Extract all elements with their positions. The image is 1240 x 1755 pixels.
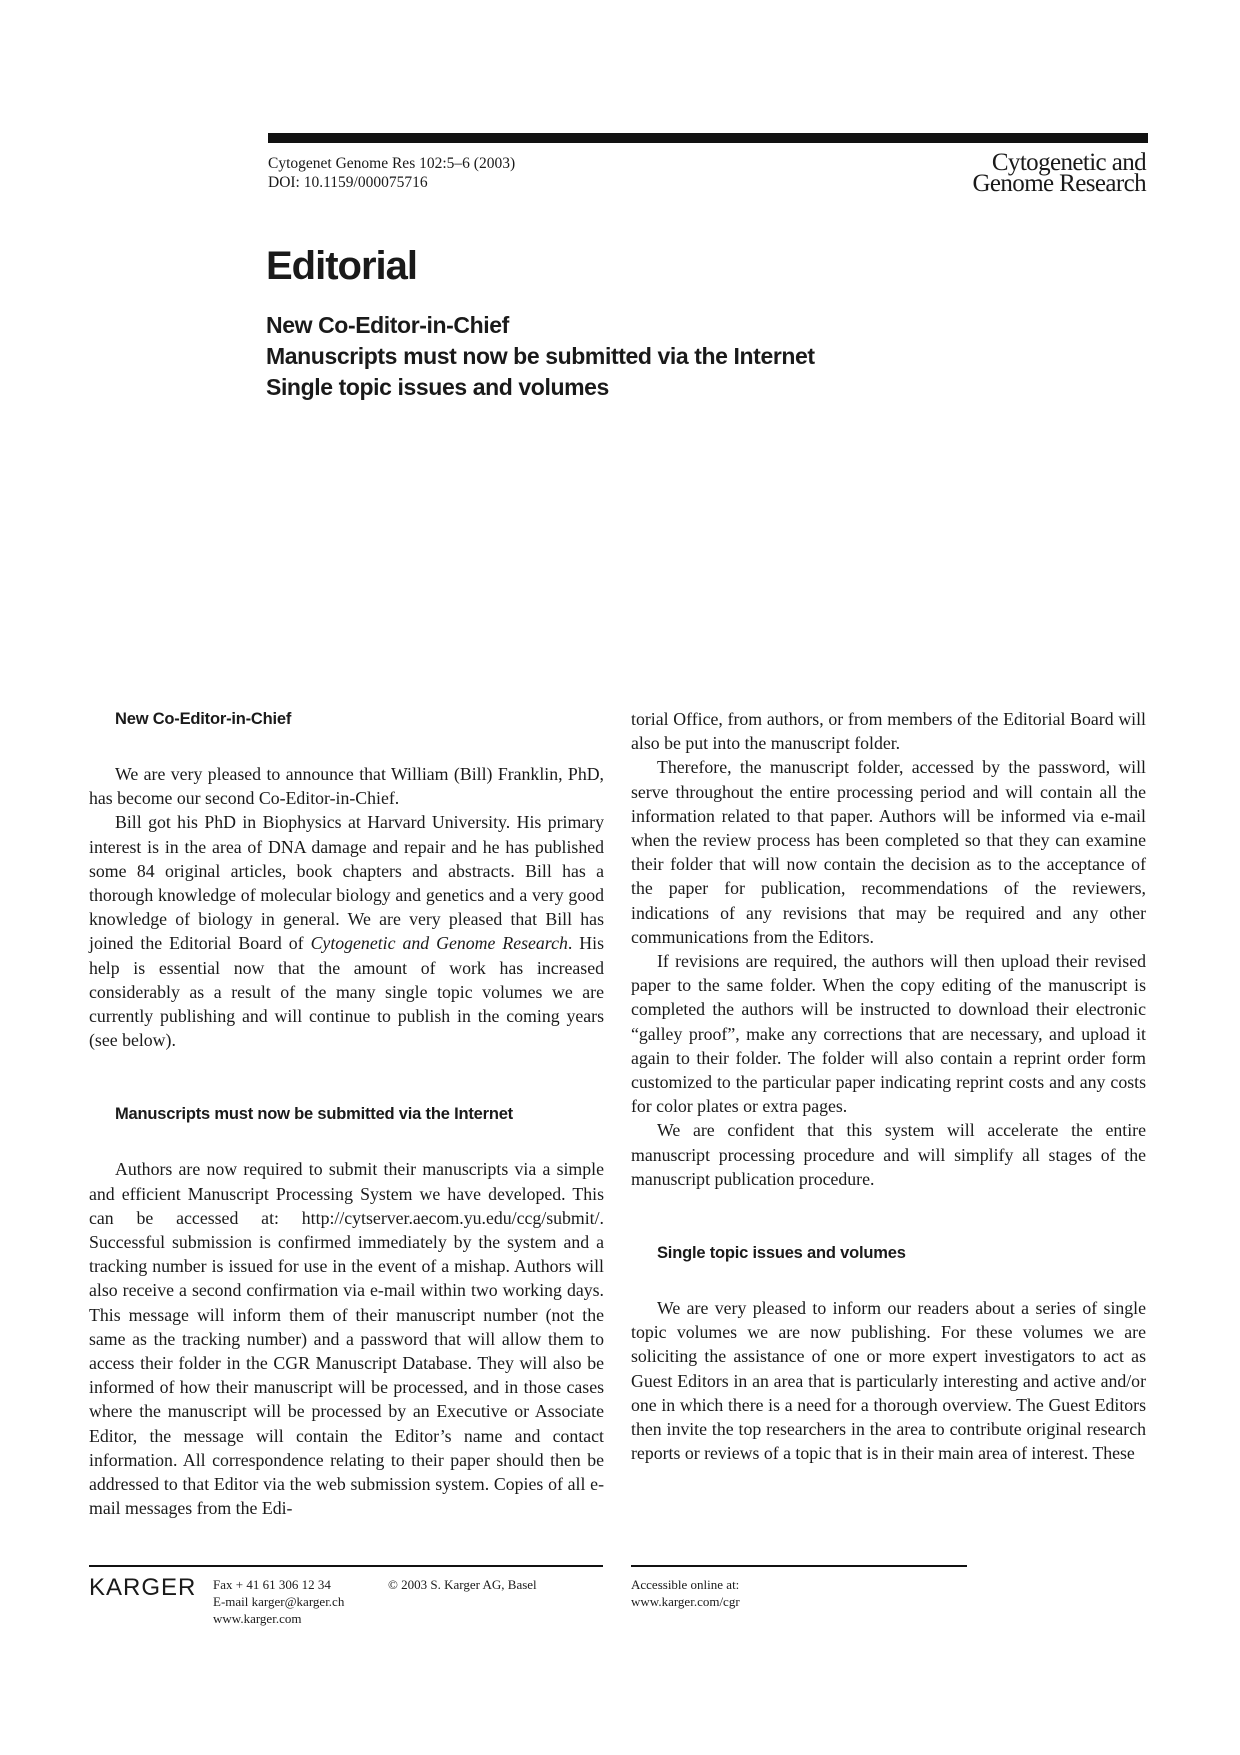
- section-heading-internet: Manuscripts must now be submitted via the Internet: [115, 1105, 513, 1124]
- subtitle-internet: Manuscripts must now be submitted via the Internet: [266, 343, 815, 369]
- online-label: Accessible online at:: [631, 1577, 740, 1592]
- citation: [268, 154, 515, 192]
- citation-line: Cytogenet Genome Res 102:5–6 (2003): [268, 155, 516, 172]
- paragraph-continued: torial Office, from authors, or from members of the Editorial Board will also be put into the manuscript folder.: [631, 709, 1146, 754]
- left-column: [89, 707, 604, 1520]
- publisher-contact: [213, 1576, 344, 1627]
- fax: Fax + 41 61 306 12 34: [213, 1577, 331, 1592]
- section-heading-single-topic: Single topic issues and volumes: [657, 1244, 906, 1263]
- publisher-logo: KARGER: [89, 1574, 197, 1601]
- paragraph: [89, 810, 604, 1052]
- website: www.karger.com: [213, 1611, 302, 1626]
- footer-rule: [89, 1565, 603, 1567]
- paragraph: Therefore, the manuscript folder, accessed by the password, will serve throughout the entire processing period and will contain all the information related to that paper. Authors will be informed via e-mail when the review process has been completed so that they can examine their folder that will now contain the decision as to the acceptance of the paper for publication, recommendations of the reviewers, indications of any revisions that may be required and any other communications from the Editors.: [631, 757, 1146, 947]
- document-title: Editorial: [266, 244, 418, 288]
- email: E-mail karger@karger.ch: [213, 1594, 345, 1609]
- journal-logo-line1: Cytogenetic and: [991, 149, 1146, 176]
- online-url: www.karger.com/cgr: [631, 1594, 740, 1609]
- online-access: [631, 1576, 740, 1610]
- paragraph-text: . His help is essential now that the amount of work has increased considerably as a result of the many single topic volumes we are currently publishing and will continue to publish in the coming years (see below).: [89, 933, 604, 1051]
- section-heading-coeditor: New Co-Editor-in-Chief: [115, 710, 292, 728]
- subtitle-single-topic: Single topic issues and volumes: [266, 374, 609, 400]
- paragraph: We are very pleased to inform our readers about a series of single topic volumes we are now publishing. For these volumes we are soliciting the assistance of one or more expert investigators to act as Guest Editors in an area that is particularly interesting and active and/or one in which there is a need for a thorough overview. The Guest Editors then invite the top researchers in the area to contribute original research reports or reviews of a topic that is in their main area of interest. These: [631, 1298, 1146, 1464]
- right-column: [631, 707, 1146, 1465]
- journal-logo: [972, 149, 1146, 197]
- footer-rule: [631, 1565, 967, 1567]
- doi-line: DOI: 10.1159/000075716: [268, 174, 428, 191]
- paragraph: We are very pleased to announce that William (Bill) Franklin, PhD, has become our second Co-Editor-in-Chief.: [89, 764, 604, 809]
- subtitle-coeditor: New Co-Editor-in-Chief: [266, 312, 509, 338]
- paragraph-text: Bill got his PhD in Biophysics at Harvard University. His primary interest is in the area of DNA damage and repair and he has published some 84 original articles, book chapters and abstracts. Bill has a thorough knowledge of molecular biology and genetics and a very good knowledge of biology in general. We are very pleased that Bill has joined the Editorial Board of: [89, 812, 604, 954]
- journal-name: Cytogenetic and Genome Research: [310, 933, 568, 954]
- paragraph: We are confident that this system will accelerate the entire manuscript processing procedure and will simplify all stages of the manuscript publication procedure.: [631, 1120, 1146, 1189]
- top-rule: [268, 133, 1148, 143]
- paragraph: If revisions are required, the authors will then upload their revised paper to the same folder. When the copy editing of the manuscript is completed the authors will be instructed to download their electronic “galley proof”, make any corrections that are necessary, and upload it again to their folder. The folder will also contain a reprint order form customized to the particular paper indicating reprint costs and any costs for color plates or extra pages.: [631, 951, 1146, 1117]
- subtitles: [266, 310, 815, 403]
- journal-logo-line2: Genome Research: [972, 170, 1146, 197]
- copyright: © 2003 S. Karger AG, Basel: [388, 1577, 537, 1592]
- paragraph: Authors are now required to submit their manuscripts via a simple and efficient Manuscript Processing System we have developed. This can be accessed at: http://cytserver.aecom.yu.edu/ccg/submit/. Successful submission is confirmed immediately by the system and a tracking number is issued for use in the event of a mishap. Authors will also receive a second confirmation via e-mail within two working days. This message will inform them of their manuscript number (not the same as the tracking number) and a password that will allow them to access their folder in the CGR Manuscript Database. They will also be informed of how their manuscript will be processed, and in those cases where the manuscript will be processed by an Executive or Associate Editor, the message will contain the Editor’s name and contact information. All correspondence relating to their paper should then be addressed to that Editor via the web submission system. Copies of all e-mail messages from the Edi-: [89, 1159, 604, 1519]
